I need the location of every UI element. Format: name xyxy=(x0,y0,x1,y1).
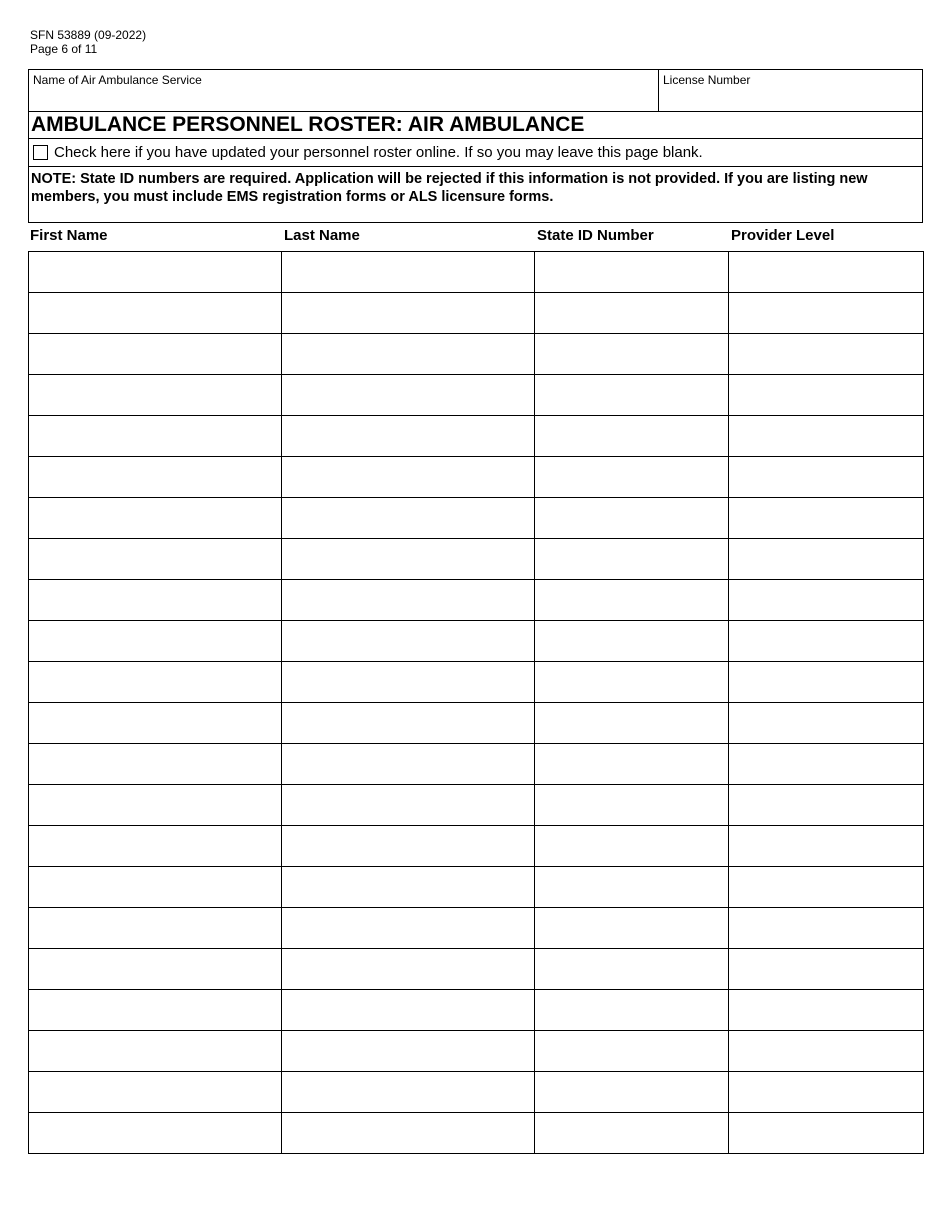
first-name-cell[interactable] xyxy=(29,908,282,949)
provider-level-cell[interactable] xyxy=(729,457,924,498)
first-name-cell[interactable] xyxy=(29,785,282,826)
state-id-cell[interactable] xyxy=(535,252,729,293)
last-name-cell[interactable] xyxy=(282,949,535,990)
last-name-cell[interactable] xyxy=(282,785,535,826)
first-name-cell[interactable] xyxy=(29,457,282,498)
last-name-cell[interactable] xyxy=(282,580,535,621)
table-row xyxy=(29,703,924,744)
column-header-last-name: Last Name xyxy=(284,227,360,244)
first-name-cell[interactable] xyxy=(29,498,282,539)
provider-level-cell[interactable] xyxy=(729,785,924,826)
state-id-cell[interactable] xyxy=(535,293,729,334)
first-name-cell[interactable] xyxy=(29,1031,282,1072)
last-name-cell[interactable] xyxy=(282,744,535,785)
state-id-cell[interactable] xyxy=(535,785,729,826)
provider-level-cell[interactable] xyxy=(729,703,924,744)
table-row xyxy=(29,1031,924,1072)
last-name-cell[interactable] xyxy=(282,867,535,908)
last-name-cell[interactable] xyxy=(282,1031,535,1072)
state-id-cell[interactable] xyxy=(535,580,729,621)
provider-level-cell[interactable] xyxy=(729,498,924,539)
table-row xyxy=(29,252,924,293)
first-name-cell[interactable] xyxy=(29,826,282,867)
provider-level-cell[interactable] xyxy=(729,621,924,662)
roster-column-headers xyxy=(28,226,923,250)
page-title: AMBULANCE PERSONNEL ROSTER: AIR AMBULANCE xyxy=(29,112,922,139)
first-name-cell[interactable] xyxy=(29,949,282,990)
state-id-cell[interactable] xyxy=(535,826,729,867)
provider-level-cell[interactable] xyxy=(729,1031,924,1072)
state-id-cell[interactable] xyxy=(535,334,729,375)
first-name-cell[interactable] xyxy=(29,744,282,785)
table-row xyxy=(29,990,924,1031)
last-name-cell[interactable] xyxy=(282,703,535,744)
table-row xyxy=(29,1113,924,1154)
provider-level-cell[interactable] xyxy=(729,539,924,580)
state-id-cell[interactable] xyxy=(535,416,729,457)
last-name-cell[interactable] xyxy=(282,252,535,293)
service-name-label: Name of Air Ambulance Service xyxy=(33,73,202,87)
last-name-cell[interactable] xyxy=(282,457,535,498)
first-name-cell[interactable] xyxy=(29,990,282,1031)
state-id-cell[interactable] xyxy=(535,744,729,785)
last-name-cell[interactable] xyxy=(282,662,535,703)
provider-level-cell[interactable] xyxy=(729,375,924,416)
state-id-cell[interactable] xyxy=(535,662,729,703)
provider-level-cell[interactable] xyxy=(729,252,924,293)
state-id-cell[interactable] xyxy=(535,457,729,498)
state-id-cell[interactable] xyxy=(535,867,729,908)
header-block xyxy=(28,69,923,223)
online-update-row xyxy=(29,139,922,167)
provider-level-cell[interactable] xyxy=(729,826,924,867)
table-row xyxy=(29,293,924,334)
provider-level-cell[interactable] xyxy=(729,416,924,457)
provider-level-cell[interactable] xyxy=(729,580,924,621)
first-name-cell[interactable] xyxy=(29,580,282,621)
page-number: Page 6 of 11 xyxy=(30,42,98,56)
last-name-cell[interactable] xyxy=(282,416,535,457)
state-id-cell[interactable] xyxy=(535,703,729,744)
online-update-checkbox[interactable] xyxy=(33,145,48,160)
first-name-cell[interactable] xyxy=(29,252,282,293)
provider-level-cell[interactable] xyxy=(729,867,924,908)
last-name-cell[interactable] xyxy=(282,621,535,662)
last-name-cell[interactable] xyxy=(282,293,535,334)
provider-level-cell[interactable] xyxy=(729,334,924,375)
state-id-cell[interactable] xyxy=(535,1031,729,1072)
table-row xyxy=(29,908,924,949)
table-row xyxy=(29,867,924,908)
state-id-cell[interactable] xyxy=(535,375,729,416)
column-header-provider-level: Provider Level xyxy=(731,227,835,244)
service-name-field[interactable] xyxy=(29,70,659,111)
last-name-cell[interactable] xyxy=(282,498,535,539)
service-name-input[interactable] xyxy=(33,89,654,109)
provider-level-cell[interactable] xyxy=(729,1072,924,1113)
provider-level-cell[interactable] xyxy=(729,744,924,785)
online-update-label: Check here if you have updated your personnel roster online. If so you may leave this page blank. xyxy=(54,144,703,161)
roster-table xyxy=(28,251,924,1154)
provider-level-cell[interactable] xyxy=(729,990,924,1031)
provider-level-cell[interactable] xyxy=(729,908,924,949)
table-row xyxy=(29,375,924,416)
first-name-cell[interactable] xyxy=(29,703,282,744)
last-name-cell[interactable] xyxy=(282,908,535,949)
table-row xyxy=(29,621,924,662)
first-name-cell[interactable] xyxy=(29,621,282,662)
state-id-cell[interactable] xyxy=(535,621,729,662)
license-number-label: License Number xyxy=(663,73,751,87)
column-header-first-name: First Name xyxy=(30,227,108,244)
table-row xyxy=(29,498,924,539)
table-row xyxy=(29,662,924,703)
license-number-input[interactable] xyxy=(663,89,918,109)
provider-level-cell[interactable] xyxy=(729,1113,924,1154)
last-name-cell[interactable] xyxy=(282,539,535,580)
table-row xyxy=(29,580,924,621)
first-name-cell[interactable] xyxy=(29,293,282,334)
first-name-cell[interactable] xyxy=(29,1072,282,1113)
table-row xyxy=(29,416,924,457)
table-row xyxy=(29,539,924,580)
provider-level-cell[interactable] xyxy=(729,293,924,334)
state-id-cell[interactable] xyxy=(535,498,729,539)
table-row xyxy=(29,949,924,990)
state-id-cell[interactable] xyxy=(535,539,729,580)
provider-level-cell[interactable] xyxy=(729,949,924,990)
first-name-cell[interactable] xyxy=(29,375,282,416)
last-name-cell[interactable] xyxy=(282,334,535,375)
state-id-cell[interactable] xyxy=(535,1072,729,1113)
first-name-cell[interactable] xyxy=(29,867,282,908)
first-name-cell[interactable] xyxy=(29,662,282,703)
form-identifier xyxy=(30,28,146,56)
first-name-cell[interactable] xyxy=(29,539,282,580)
last-name-cell[interactable] xyxy=(282,826,535,867)
service-fields-row xyxy=(29,70,922,112)
first-name-cell[interactable] xyxy=(29,416,282,457)
first-name-cell[interactable] xyxy=(29,334,282,375)
license-number-field[interactable] xyxy=(659,70,922,111)
provider-level-cell[interactable] xyxy=(729,662,924,703)
state-id-cell[interactable] xyxy=(535,1113,729,1154)
column-header-state-id: State ID Number xyxy=(537,227,654,244)
first-name-cell[interactable] xyxy=(29,1113,282,1154)
table-row xyxy=(29,785,924,826)
note-text: NOTE: State ID numbers are required. Application will be rejected if this information is not provided. If you are listing new members, you must include EMS registration forms or ALS licensure forms. xyxy=(31,171,868,205)
state-id-cell[interactable] xyxy=(535,990,729,1031)
table-row xyxy=(29,1072,924,1113)
table-row xyxy=(29,457,924,498)
last-name-cell[interactable] xyxy=(282,990,535,1031)
table-row xyxy=(29,826,924,867)
last-name-cell[interactable] xyxy=(282,1113,535,1154)
table-row xyxy=(29,334,924,375)
last-name-cell[interactable] xyxy=(282,375,535,416)
table-row xyxy=(29,744,924,785)
state-id-cell[interactable] xyxy=(535,949,729,990)
form-number: SFN 53889 (09-2022) xyxy=(30,28,147,42)
state-id-cell[interactable] xyxy=(535,908,729,949)
last-name-cell[interactable] xyxy=(282,1072,535,1113)
